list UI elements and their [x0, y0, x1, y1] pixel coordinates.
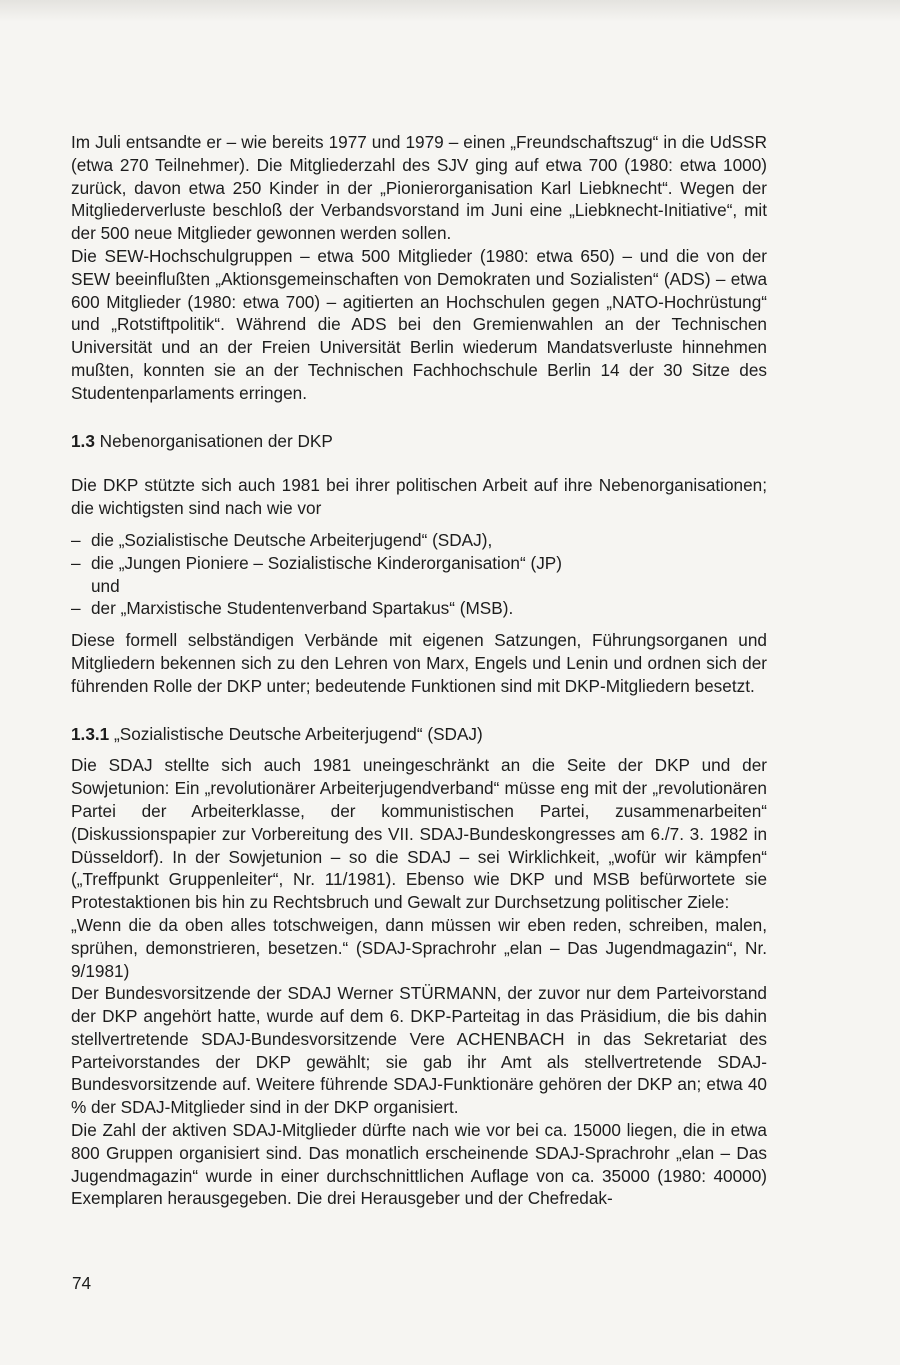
organisation-list — [71, 529, 767, 620]
heading-text: Nebenorganisationen der DKP — [94, 430, 333, 451]
heading-text: „Sozialistische Deutsche Arbeiterjugend“ (SDAJ) — [109, 723, 483, 744]
dash-marker: – — [71, 529, 81, 550]
section-spacer — [71, 452, 767, 474]
page-number: 74 — [72, 1273, 92, 1293]
page-body — [71, 131, 767, 1210]
list-item-text: die „Jungen Pioniere – Sozialistische Kinderorganisation“ (JP) — [91, 552, 562, 573]
list-connector: und — [91, 575, 120, 596]
paragraph-verbaende: Diese formell selbständigen Verbände mit eigenen Satzungen, Führungsorganen und Mitgliedern bekennen sich zu den Lehren von Marx, Engels und Lenin und ordnen sich der führenden Rolle der DKP unter; bedeutende Funktionen sind mit DKP-Mitgliedern besetzt. — [71, 630, 767, 696]
paragraph-mitgliederzahl: Die Zahl der aktiven SDAJ-Mitglieder dürfte nach wie vor bei ca. 15000 liegen, die in etwa 800 Gruppen organisiert sind. Das monatlich erscheinende SDAJ-Sprachrohr „elan – Das Jugendmagazin“ wurde in einer durchschnittlichen Auflage von ca. 35000 (1980: 40000) Exemplaren herausgegeben. Die drei Herausgeber und der Chefredak- — [71, 1120, 767, 1209]
list-item — [71, 597, 767, 620]
heading-number: 1.3 — [71, 430, 95, 451]
paragraph-quote-elan: „Wenn die da oben alles totschweigen, dann müssen wir eben reden, schreiben, malen, sprühen, demonstrieren, besetzen.“ (SDAJ-Sprachrohr „elan – Das Jugendmagazin“, Nr. 9/1981) — [71, 914, 767, 981]
scan-edge-shadow — [0, 0, 900, 22]
heading-nebenorganisationen — [71, 430, 767, 453]
list-item-text: der „Marxistische Studentenverband Spartakus“ (MSB). — [91, 598, 514, 619]
paragraph-sdaj-dkp: Die SDAJ stellte sich auch 1981 uneingeschränkt an die Seite der DKP und der Sowjetunion: Ein „revolutionärer Arbeiterjugendverband“ müsse eng mit der „revolutionären Partei der Arbeiterklasse, der kommunistischen Partei, zusammenarbeiten“ (Diskussionspapier zur Vorbereitung des VII. SDAJ-Bundeskongresses am 6./7. 3. 1982 in Düsseldorf). In der Sowjetunion – so die SDAJ – sei Wirklichkeit, „wofür wir kämpfen“ („Treffpunkt Gruppenleiter“, Nr. 11/1981). Ebenso wie DKP und MSB befürwortete sie Protestaktionen bis hin zu Rechtsbruch und Gewalt zur Durchsetzung politischer Ziele: — [71, 755, 767, 913]
section-spacer — [71, 698, 767, 723]
dash-marker: – — [71, 552, 81, 573]
list-item — [71, 552, 767, 575]
list-item-text: die „Sozialistische Deutsche Arbeiterjugend“ (SDAJ), — [91, 529, 493, 550]
list-spacer — [71, 520, 767, 529]
paragraph-sew-hochschulgruppen: Die SEW-Hochschulgruppen – etwa 500 Mitglieder (1980: etwa 650) – und die von der SEW beeinflußten „Aktionsgemeinschaften von Demokraten und Sozialisten“ (ADS) – etwa 600 Mitglieder (1980: etwa 700) – agitierten an Hochschulen gegen „NATO-Hochrüstung“ und „Rotstiftpolitik“. Während die ADS bei den Gremienwahlen an der Technischen Universität und an der Freien Universität Berlin wiederum Mandatsverluste hinnehmen mußten, konnten sie an der Technischen Fachhochschule Berlin 14 der 30 Sitze des Studentenparlaments erringen. — [71, 245, 767, 403]
heading-sdaj — [71, 723, 767, 746]
section-spacer — [71, 405, 767, 430]
paragraph-stuermann: Der Bundesvorsitzende der SDAJ Werner STÜRMANN, der zuvor nur dem Parteivorstand der DKP angehört hatte, wurde auf dem 6. DKP-Parteitag in das Präsidium, die bis dahin stellvertretende SDAJ-Bundesvorsitzende Vere ACHENBACH in das Sekretariat des Parteivorstandes der DKP gewählt; sie gab ihr Amt als stellvertretende SDAJ-Bundesvorsitzende auf. Weitere führende SDAJ-Funktionäre gehören der DKP an; etwa 40 % der SDAJ-Mitglieder sind in der DKP organisiert. — [71, 983, 767, 1118]
paragraph-dkp-nebenorganisationen: Die DKP stützte sich auch 1981 bei ihrer politischen Arbeit auf ihre Nebenorganisationen; die wichtigsten sind nach wie vor — [71, 475, 767, 519]
dash-marker: – — [71, 598, 81, 619]
section-spacer — [71, 745, 767, 754]
list-item — [71, 529, 767, 552]
list-spacer — [71, 620, 767, 629]
heading-number: 1.3.1 — [71, 723, 110, 744]
paragraph-sjv: Im Juli entsandte er – wie bereits 1977 und 1979 – einen „Freundschaftszug“ in die UdSSR (etwa 270 Teilnehmer). Die Mitgliederzahl des SJV ging auf etwa 700 (1980: etwa 1000) zurück, davon etwa 250 Kinder in der „Pionierorganisation Karl Liebknecht“. Wegen der Mitgliederverluste beschloß der Verbandsvorstand im Juni eine „Liebknecht-Initiative“, mit der 500 neue Mitglieder gewonnen werden sollen. — [71, 132, 767, 244]
